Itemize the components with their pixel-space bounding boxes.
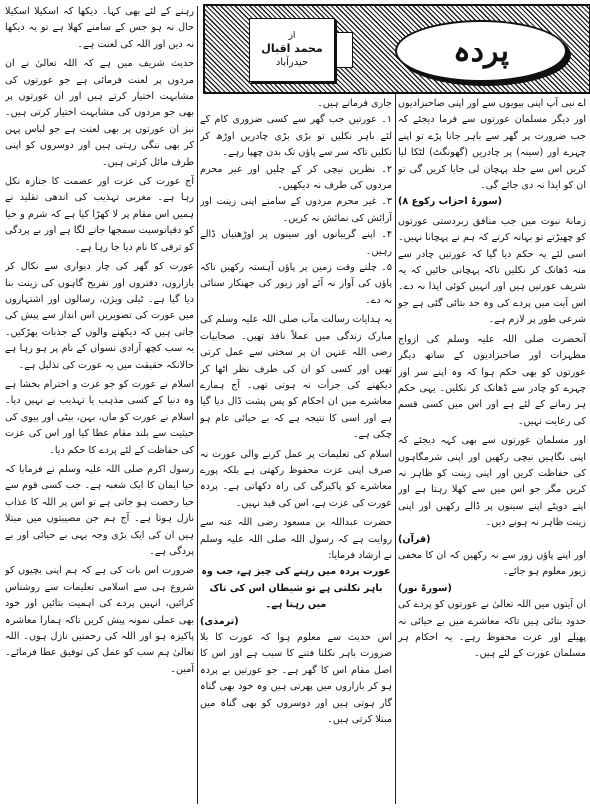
- paragraph: آج عورت کی عزت اور عصمت کا جنازہ نکل رہا ہے۔ مغربی تہذیب کی اندھی تقلید نے ہمیں اس مقام پر لا کھڑا کیا ہے کہ شرم و حیا کو دقیانوسیت سمجھا جانے لگا ہے اور بے پردگی کو ترقی کا نام دیا جا رہا ہے۔: [5, 176, 194, 253]
- reference: (قرآن): [398, 533, 431, 545]
- article-title: پردہ: [395, 20, 567, 82]
- paragraph: آنحضرت صلی اللہ علیہ وسلم کی ازواج مطہرات اور صاحبزادیوں کے ساتھ دیگر عورتوں کو بھی حکم ہوا کہ وہ اپنے سر اور چہرے کو چادر سے ڈھانک کر نکلیں۔ یہی حکم ہر زمانے کے لئے ہے اور اس میں کسی قسم کی رعایت نہیں۔: [398, 333, 586, 427]
- reference: (سورۃ احزاب رکوع ۸): [398, 196, 503, 208]
- paragraph: اس حدیث سے معلوم ہوا کہ عورت کا بلا ضرورت باہر نکلنا فتنے کا سبب ہے اور اس کا اصل مقام اس کا گھر ہے۔ جو عورتیں بے پردہ ہو کر بازاروں میں پھرتی ہیں وہ خود بھی گناہ گار ہوتی ہیں اور دوسروں کو بھی گناہ میں مبتلا کرتی ہیں۔: [200, 632, 392, 726]
- column-divider: [395, 92, 396, 804]
- reference: (ترمذی): [200, 615, 239, 627]
- paragraph: حدیث شریف میں ہے کہ اللہ تعالیٰ نے ان مردوں پر لعنت فرمائی ہے جو عورتوں کی مشابہت اختیار کرتے ہیں اور ان عورتوں پر بھی جو مردوں کی مشابہت اختیار کرتی ہیں۔ نیز ان عورتوں پر بھی لعنت ہے جو لباس پہن کر بھی ننگی رہتی ہیں اور دوسروں کو اپنی طرف مائل کرتی ہیں۔: [5, 58, 194, 168]
- paragraph: یہ ہدایات رسالت مآب صلی اللہ علیہ وسلم کی مبارک زندگی میں عملاً نافذ تھیں۔ صحابیات رضی اللہ عنہن ان پر سختی سے عمل کرتی تھیں اور کسی کو ان کی طرف نظر اٹھا کر دیکھنے کی جرأت نہ ہوتی تھی۔ آج ہمارے معاشرے میں ان احکام کو پس پشت ڈال دیا گیا ہے اور اسی کا نتیجہ ہے کہ بے حیائی عام ہو چکی ہے۔: [200, 314, 392, 441]
- paragraph: ان آیتوں میں اللہ تعالیٰ نے عورتوں کو پردے کی حدود بتائی ہیں تاکہ معاشرے میں بے حیائی نہ پھیلے اور عزت محفوظ رہے۔ یہ احکام ہر مسلمان عورت کے لئے ہیں۔: [398, 599, 586, 660]
- author-name: محمد اقبال: [261, 42, 323, 55]
- paragraph: اسلام نے عورت کو جو عزت و احترام بخشا ہے وہ دنیا کے کسی مذہب یا تہذیب نے نہیں دیا۔ اسلام نے عورت کو ماں، بہن، بیٹی اور بیوی کی حیثیت سے بلند مقام عطا کیا اور اس کی عزت کی حفاظت کے لئے پردے کا حکم دیا۔: [5, 378, 194, 456]
- paragraph: اور مسلمان عورتوں سے بھی کہہ دیجئے کہ اپنی نگاہیں نیچی رکھیں اور اپنی شرمگاہوں کی حفاظت کریں اور اپنی زینت کو ظاہر نہ کریں مگر جو اس میں سے کھلا رہتا ہے اور اپنے دوپٹے اپنے سینوں پر ڈالے رکھیں اور اپنی زینت ظاہر نہ ہونے دیں۔: [398, 435, 586, 529]
- list-item: ۱۔ عورتیں جب گھر سے کسی ضروری کام کے لئے باہر نکلیں تو بڑی بڑی چادریں اوڑھ کر نکلیں تاکہ سر سے پاؤں تک بدن چھپا رہے۔: [200, 114, 392, 159]
- paragraph: رہنے کے لئے بھی کہا۔ دیکھا کہ اسکیلا اسکیلا حال نہ ہو جس کے سامنے کھلا ہے تو یہ دیکھا نہ دیں اور اللہ کی لعنت ہے۔: [5, 6, 194, 50]
- article-masthead: [203, 4, 590, 94]
- reference: (سورۃ نور): [398, 582, 452, 594]
- column-left: [5, 4, 194, 806]
- paragraph: رسول اکرم صلی اللہ علیہ وسلم نے فرمایا کہ حیا ایمان کا ایک شعبہ ہے۔ جب کسی قوم سے حیا رخصت ہو جاتی ہے تو اس پر اللہ کا عذاب نازل ہوتا ہے۔ آج ہم جن مصیبتوں میں مبتلا ہیں ان کی ایک بڑی وجہ یہی بے حیائی اور بے پردگی ہے۔: [5, 463, 194, 557]
- paragraph: زمانۂ نبوت میں جب منافق زبردستی عورتوں کو چھیڑتے تو بہانہ کرتے کہ ہم نے پہچانا نہیں۔ اسی لئے یہ حکم دیا گیا کہ عورتیں چادر سے منہ ڈھانک کر نکلیں تاکہ پہچانی جائیں کہ یہ شریف عورتیں ہیں اور انہیں کوئی ایذا نہ دے۔ اس آیت میں پردے کی وہ حد بتائی گئی ہے جو شرعی طور پر لازم ہے۔: [398, 215, 586, 326]
- list-item: ۲۔ نظریں نیچی کر کے چلیں اور غیر محرم مردوں کی طرف نہ دیکھیں۔: [200, 163, 392, 192]
- author-by: از: [288, 31, 296, 41]
- hadith-quote: عورت پردہ میں رہنے کی چیز ہے، جب وہ باہر نکلتی ہے تو شیطان اس کی تاک میں رہتا ہے۔: [201, 566, 391, 611]
- column-middle: [200, 96, 392, 806]
- list-item: ۴۔ اپنے گریبانوں اور سینوں پر اوڑھنیاں ڈالے رہیں۔: [200, 229, 392, 257]
- author-place: حیدرآباد: [275, 57, 309, 68]
- author-box: [249, 18, 335, 82]
- list-item: ۳۔ غیر محرم مردوں کے سامنے اپنی زینت اور آرائش کی نمائش نہ کریں۔: [200, 196, 392, 224]
- paragraph: اور اپنے پاؤں زور سے نہ رکھیں کہ ان کا مخفی زیور معلوم ہو جائے۔: [398, 549, 586, 578]
- list-item: ۵۔ چلتے وقت زمین پر پاؤں آہستہ رکھیں تاکہ پاؤں کی آواز نہ آئے اور زیور کی جھنکار سنائی نہ دے۔: [200, 262, 392, 306]
- column-divider: [197, 6, 198, 804]
- paragraph: جاری فرماتے ہیں۔: [317, 98, 392, 109]
- paragraph: اے نبی آپ اپنی بیویوں سے اور اپنی صاحبزادیوں اور دیگر مسلمان عورتوں سے فرما دیجئے کہ جب ضرورت پر گھر سے باہر جانا پڑے تو اپنے چہرے اور (سینہ) پر چادریں (گھونگٹ) لٹکا لیا کریں اس سے جلد پہچان لی جایا کریں گی تو ان کو ایذا نہ دی جائے گی۔: [398, 98, 586, 192]
- paragraph: حضرت عبداللہ بن مسعود رضی اللہ عنہ سے روایت ہے کہ رسول اللہ صلی اللہ علیہ وسلم نے ارشاد فرمایا:: [200, 517, 392, 561]
- paragraph: عورت کو گھر کی چار دیواری سے نکال کر بازاروں، دفتروں اور تفریح گاہوں کی زینت بنا دیا گیا ہے۔ ٹیلی ویژن، رسالوں اور اشتہاروں میں عورت کی تصویریں اس انداز سے پیش کی جاتی ہیں کہ دیکھنے والوں کے جذبات بھڑکیں۔ یہ سب کچھ آزادی نسواں کے نام پر ہو رہا ہے حالانکہ حقیقت میں یہ عورت کی تذلیل ہے۔: [5, 261, 194, 371]
- paragraph: ضرورت اس بات کی ہے کہ ہم اپنی بچیوں کو شروع ہی سے اسلامی تعلیمات سے روشناس کرائیں، انہیں پردے کی اہمیت بتائیں اور خود بھی عملی نمونہ پیش کریں تاکہ ہمارا معاشرہ پاکیزہ ہو اور اللہ کی رحمتیں نازل ہوں۔ اللہ تعالیٰ ہم سب کو عمل کی توفیق عطا فرمائے۔ آمین۔: [5, 565, 194, 675]
- paragraph: اسلام کی تعلیمات پر عمل کرنے والی عورت نہ صرف اپنی عزت محفوظ رکھتی ہے بلکہ پورے معاشرے کو پاکیزگی کی راہ دکھاتی ہے۔ پردہ عورت کی عزت ہے، اس کی قید نہیں۔: [200, 448, 392, 509]
- column-right: [398, 96, 586, 806]
